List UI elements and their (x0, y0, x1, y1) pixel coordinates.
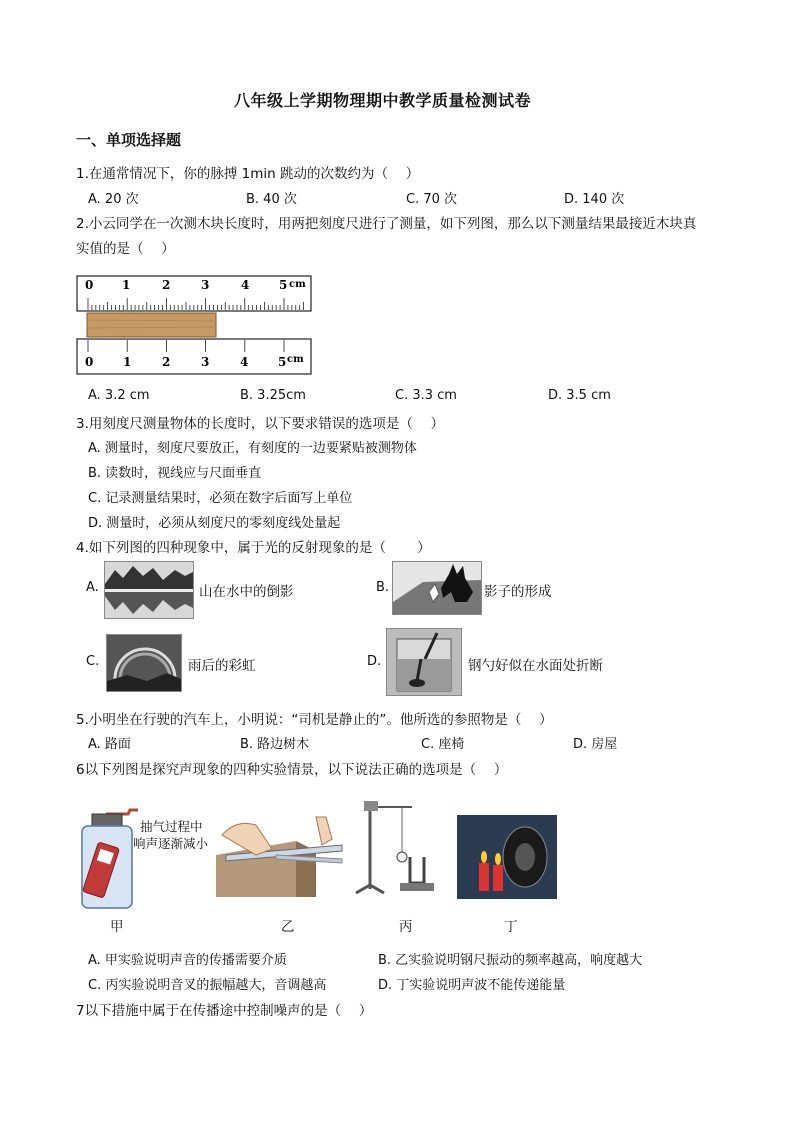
mountain-reflection-photo (104, 561, 194, 619)
q2-option-b[interactable]: B. 3.25cm (240, 388, 306, 403)
q6-option-c[interactable]: C. 丙实验说明音叉的振幅越大，音调越高 (88, 978, 327, 993)
q5-option-a[interactable]: A. 路面 (88, 737, 131, 752)
q4-option-c-letter[interactable]: C. (86, 654, 100, 669)
question-6-text: 6以下列图是探究声现象的四种实验情景，以下说法正确的选项是（ ） (76, 762, 508, 778)
top-ruler-label-1: 1 (122, 278, 131, 292)
fig-label-jia: 甲 (110, 919, 124, 935)
q1-option-c[interactable]: C. 70 次 (406, 192, 458, 207)
q6-option-b[interactable]: B. 乙实验说明钢尺振动的频率越高，响度越大 (378, 953, 643, 968)
tuning-fork-figure (352, 797, 436, 899)
shadow-puppet-photo (392, 561, 482, 615)
top-ruler-label-5: 5 (279, 278, 288, 292)
bottom-ruler-unit: cm (287, 354, 304, 365)
q2-option-a[interactable]: A. 3.2 cm (88, 388, 150, 403)
q3-option-b[interactable]: B. 读数时，视线应与尺面垂直 (88, 466, 262, 481)
q2-option-d[interactable]: D. 3.5 cm (548, 388, 611, 403)
fig-label-bing: 丙 (399, 919, 413, 935)
q1-option-a[interactable]: A. 20 次 (88, 192, 139, 207)
bottom-ruler (77, 339, 311, 374)
fig-label-ding: 丁 (504, 919, 518, 935)
q4-option-b-caption: 影子的形成 (484, 584, 552, 600)
top-ruler-label-0: 0 (85, 278, 94, 292)
vibrating-ruler-figure (216, 815, 344, 899)
q6-option-d[interactable]: D. 丁实验说明声波不能传递能量 (378, 978, 566, 993)
top-ruler-label-3: 3 (201, 278, 210, 292)
bottom-ruler-label-3: 3 (201, 355, 210, 369)
top-ruler-unit: cm (289, 279, 306, 290)
spoon-in-water-photo (386, 628, 462, 696)
question-2-text-line1: 2.小云同学在一次测木块长度时，用两把刻度尺进行了测量，如下列图，那么以下测量结果最接近木块真 (76, 216, 697, 232)
q4-option-d-letter[interactable]: D. (367, 654, 382, 669)
q4-option-c-caption: 雨后的彩虹 (188, 658, 256, 674)
q3-option-a[interactable]: A. 测量时，刻度尺要放正，有刻度的一边要紧贴被测物体 (88, 441, 417, 456)
speaker-candle-figure (457, 815, 557, 899)
wooden-block (87, 313, 216, 337)
page-title: 八年级上学期物理期中教学质量检测试卷 (234, 91, 532, 110)
bell-jar-figure (78, 806, 138, 910)
rainbow-photo (106, 634, 182, 692)
q5-option-b[interactable]: B. 路边树木 (240, 737, 310, 752)
question-4-text: 4.如下列图的四种现象中，属于光的反射现象的是（ ） (76, 540, 431, 556)
top-ruler-label-2: 2 (162, 278, 171, 292)
q4-option-a-caption: 山在水中的倒影 (199, 584, 294, 600)
q3-option-c[interactable]: C. 记录测量结果时，必须在数字后面写上单位 (88, 491, 353, 506)
question-2-text-line2: 实值的是（ ） (76, 241, 175, 257)
ruler-figure (76, 273, 316, 377)
q5-option-c[interactable]: C. 座椅 (421, 737, 465, 752)
top-ruler-label-4: 4 (241, 278, 250, 292)
question-7-text: 7以下措施中属于在传播途中控制噪声的是（ ） (76, 1003, 373, 1019)
fig-note-line2: 响声逐渐减小 (133, 836, 209, 851)
question-3-text: 3.用刻度尺测量物体的长度时，以下要求错误的选项是（ ） (76, 416, 445, 432)
q4-option-b-letter[interactable]: B. (376, 580, 390, 595)
section-heading: 一、单项选择题 (76, 131, 182, 149)
q3-option-d[interactable]: D. 测量时，必须从刻度尺的零刻度线处量起 (88, 516, 341, 531)
q2-option-c[interactable]: C. 3.3 cm (395, 388, 457, 403)
question-1-text: 1.在通常情况下，你的脉搏 1min 跳动的次数约为（ ） (76, 166, 420, 182)
fig-note-line1: 抽气过程中 (140, 819, 203, 834)
q1-option-b[interactable]: B. 40 次 (246, 192, 297, 207)
q1-option-d[interactable]: D. 140 次 (564, 192, 625, 207)
bottom-ruler-label-5: 5 (278, 355, 287, 369)
q6-option-a[interactable]: A. 甲实验说明声音的传播需要介质 (88, 953, 287, 968)
bottom-ruler-label-4: 4 (240, 355, 249, 369)
bottom-ruler-label-1: 1 (123, 355, 132, 369)
q4-option-a-letter[interactable]: A. (86, 580, 99, 595)
fig-label-yi: 乙 (281, 919, 295, 935)
bottom-ruler-label-0: 0 (85, 355, 94, 369)
q5-option-d[interactable]: D. 房屋 (573, 737, 618, 752)
question-5-text: 5.小明坐在行驶的汽车上，小明说：“司机是静止的”。他所选的参照物是（ ） (76, 712, 553, 728)
q4-option-d-caption: 钢勺好似在水面处折断 (468, 658, 603, 674)
bottom-ruler-label-2: 2 (162, 355, 171, 369)
